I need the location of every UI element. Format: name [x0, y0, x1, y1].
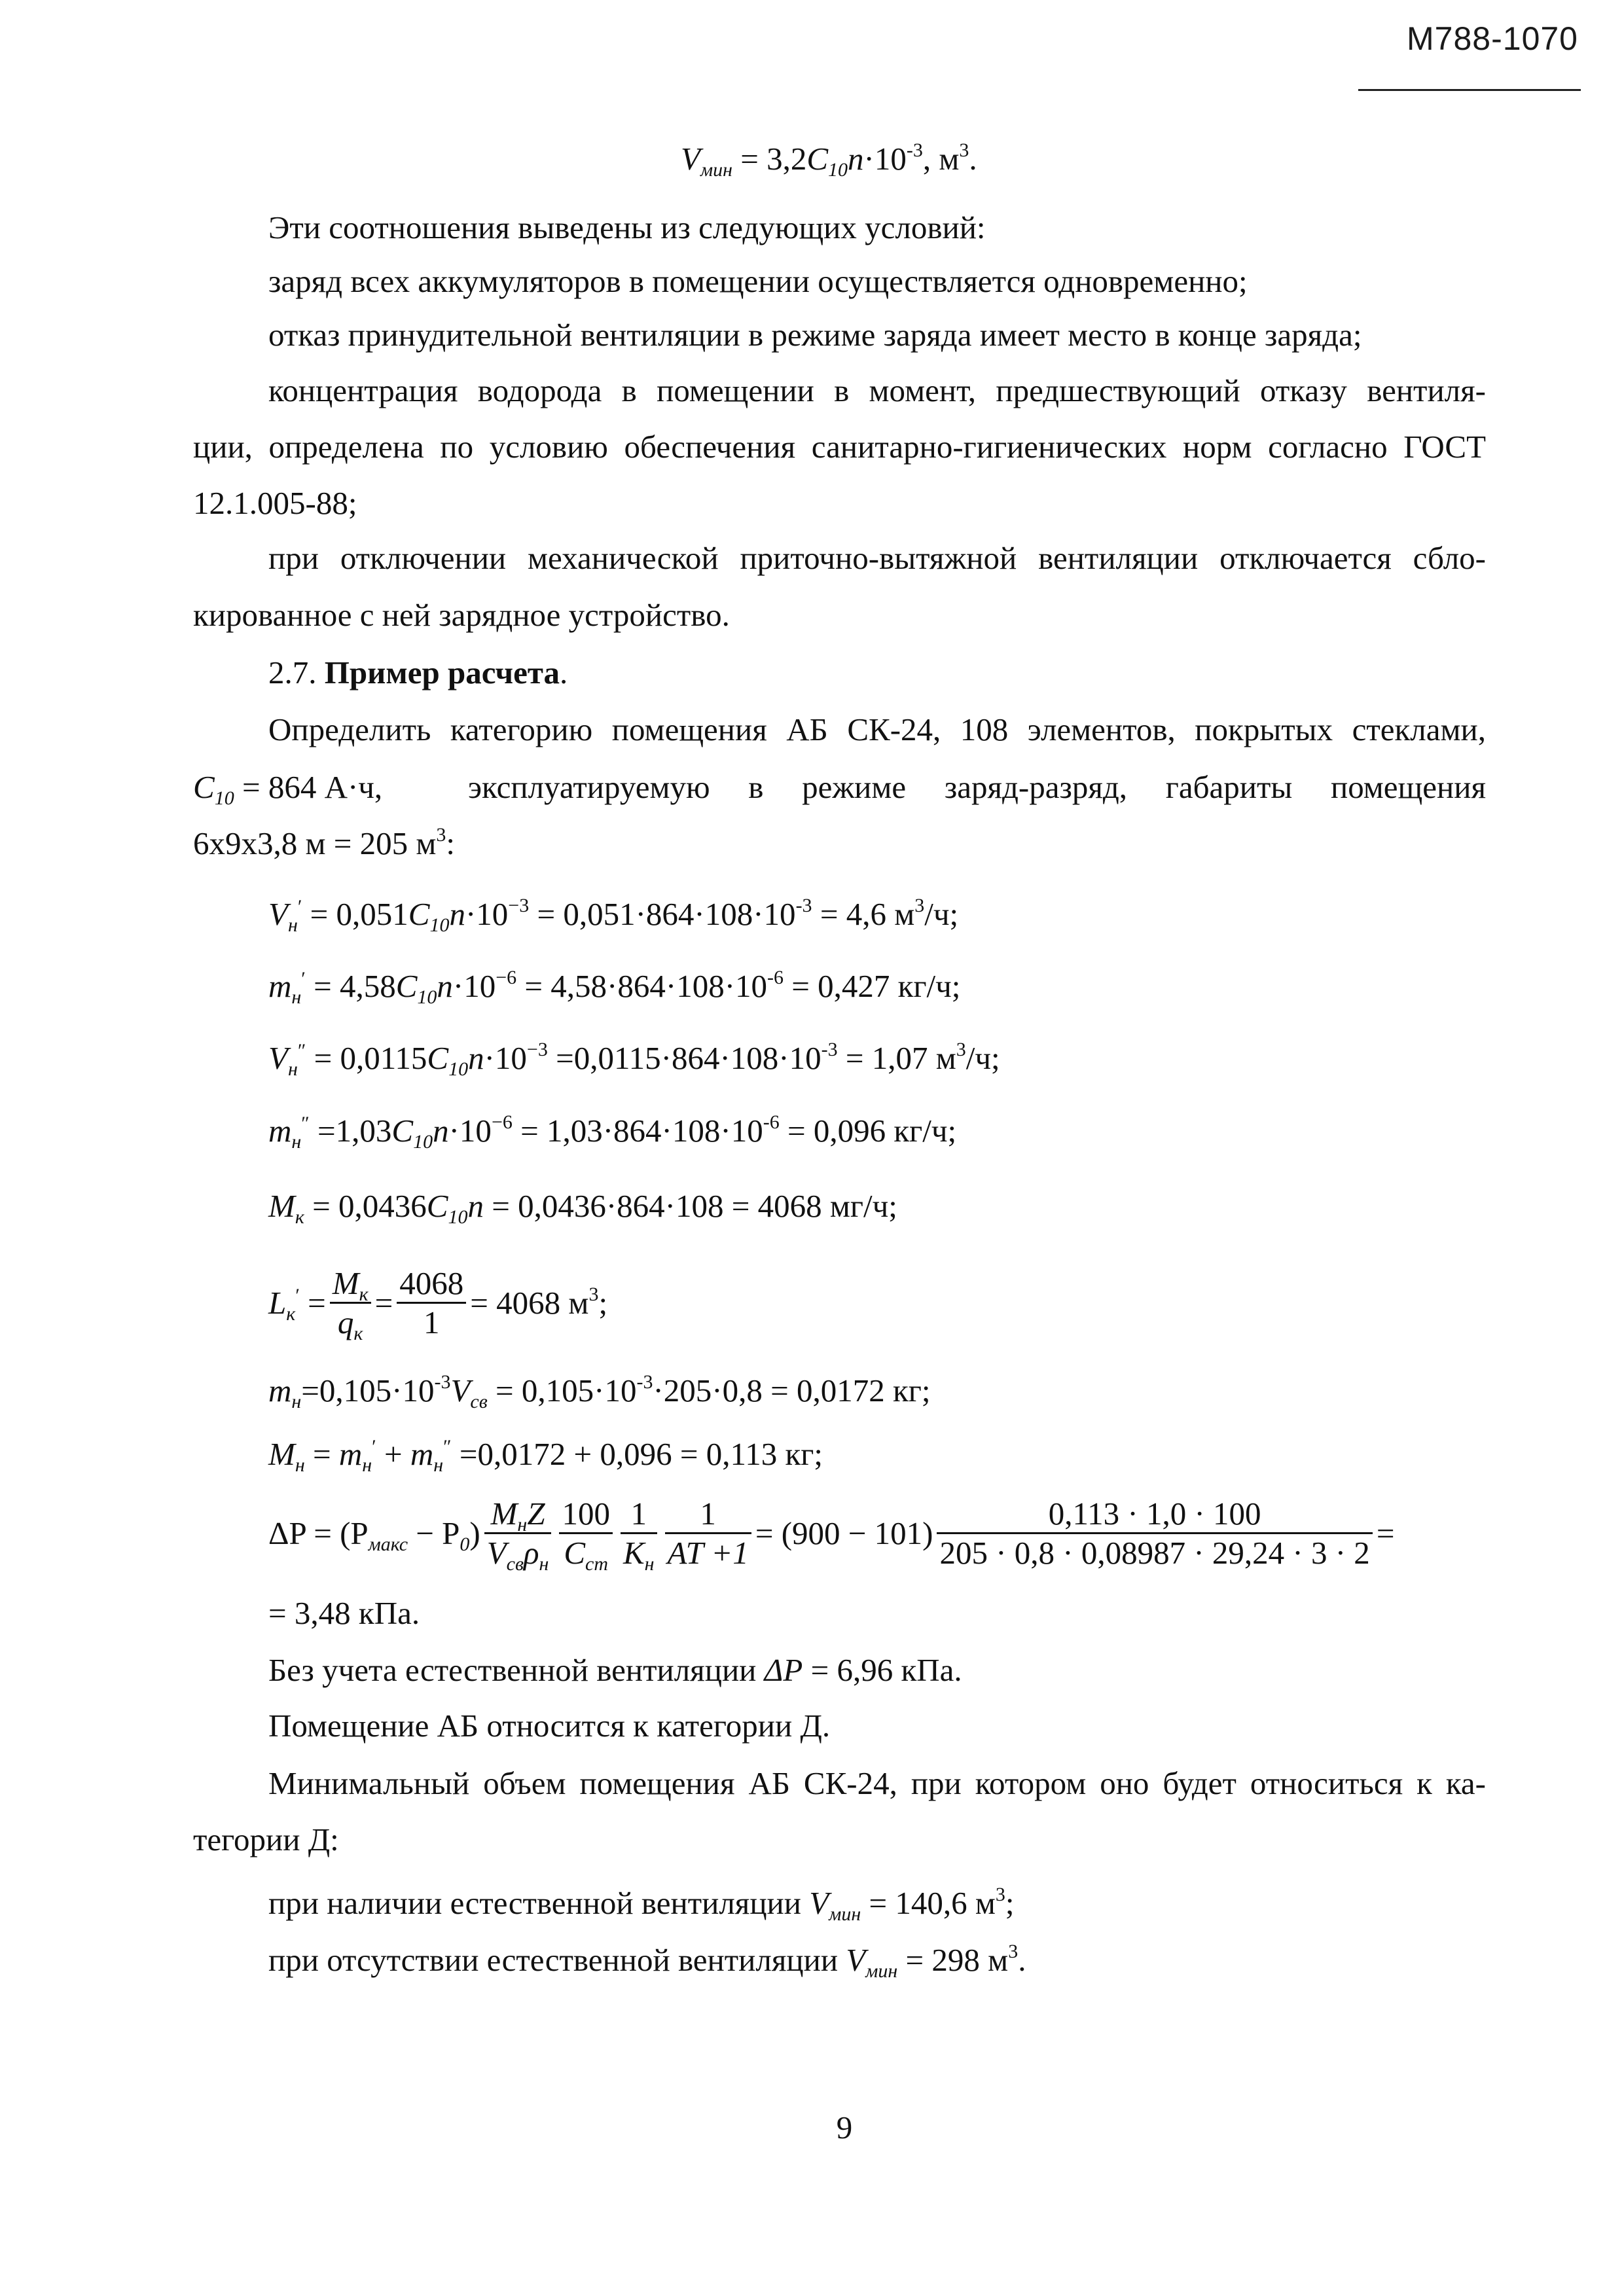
paragraph-task-line2: $C_{10} = 864$ А·ч, эксплуатируемую в режиме заряд-разряд, габариты помещения — [193, 769, 1486, 809]
paragraph-condition-1: заряд всех аккумуляторов в помещении осуществляется одновременно; — [268, 263, 1248, 299]
conclusion-min-volume-line2: тегории Д: — [193, 1821, 339, 1857]
paragraph-task-line1: Определить категорию помещения АБ СК-24, 108 элементов, покрытых стеклами, — [268, 711, 1486, 747]
fraction-1-over-at1: $\frac{1}{AT +1}$ — [665, 1498, 751, 1569]
formula-mn-prime: $m_н' = 4,58C_{10}n\cdot 10^{-6} = 4,58\cdot 864\cdot 108\cdot 10^{-6} = 0,427$ кг/ч; — [268, 967, 961, 1008]
fraction-4068-over-1: $\frac{4068}{1}$ — [397, 1267, 466, 1338]
paragraph-condition-4-line2: кированное с ней зарядное устройство. — [193, 597, 730, 633]
paragraph-condition-3-line1: концентрация водорода в помещении в момент, предшествующий отказу вентиля- — [268, 372, 1486, 408]
header-rule — [1358, 89, 1581, 91]
conclusion-without-natural-vent: при отсутствии естественной вентиляции $V_{мин} = 298$ $м^3$. — [268, 1941, 1026, 1982]
formula-vmin-top: $V_{мин} = 3,2C_{10}n\cdot 10^{-3}$, $м^3$. — [681, 139, 977, 181]
fraction-mnz: $\frac{M_нZ}{V_{св}\rho_н}$ — [484, 1498, 552, 1569]
section-heading: 2.7. Пример расчета. — [268, 655, 568, 691]
paragraph-conditions-intro: Эти соотношения выведены из следующих условий: — [268, 209, 986, 245]
formula-delta-p-result: = 3,48 кПа. — [268, 1595, 420, 1631]
formula-vn-double-prime: $V_н'' = 0,0115C_{10}n\cdot 10^{-3} =0,0115\cdot 864\cdot 108\cdot 10^{-3} = 1,07$ $м^3/ч$; — [268, 1039, 1000, 1080]
paragraph-condition-3-line2: ции, определена по условию обеспечения санитарно-гигиенических норм согласно ГОСТ — [193, 429, 1486, 465]
paragraph-condition-3-line3: 12.1.005-88; — [193, 485, 357, 521]
fraction-1-over-kn: $\frac{1}{K_н}$ — [621, 1498, 657, 1569]
paragraph-task-line3: 6х9х3,8 м = 205 $м^3$: — [193, 824, 456, 861]
conclusion-with-natural-vent: при наличии естественной вентиляции $V_{мин} = 140,6$ $м^3$; — [268, 1884, 1015, 1925]
fraction-100-over-cst: $\frac{100}{C_{ст}}$ — [559, 1498, 613, 1569]
formula-mn: $m_н=0,105\cdot 10^{-3}V_{св} = 0,105\cdot 10^{-3}\cdot 205\cdot 0,8 = 0,0172$ кг; — [268, 1371, 931, 1412]
fraction-mk-over-qk: $\frac{M_к}{q_к}$ — [330, 1267, 371, 1338]
conclusion-no-natural-vent: Без учета естественной вентиляции ΔP = 6,96 кПа. — [268, 1652, 962, 1688]
formula-lk-prime: $L_к'$ = $\frac{M_к}{q_к}$ = $\frac{4068}{1}$ = 4068 $м^3$; — [268, 1265, 608, 1344]
formula-mn-sum: $M_н = m_н' + m_н'' =0,0172 + 0,096 = 0,113$ кг; — [268, 1436, 823, 1476]
fraction-numeric: $\frac{0,113 \cdot 1,0 \cdot 100}{205 \cdot 0,8 \cdot 0,08987 \cdot 29,24 \cdot 3 \cdot 2}$ — [937, 1498, 1372, 1569]
formula-vn-prime: $V_н' = 0,051C_{10}n\cdot 10^{-3} = 0,051\cdot 864\cdot 108\cdot 10^{-3} = 4,6$ $м^3/ч$; — [268, 895, 959, 936]
formula-mk: $M_к = 0,0436C_{10}n = 0,0436\cdot 864\cdot 108 = 4068$ мг/ч; — [268, 1188, 897, 1228]
document-code: М788-1070 — [1407, 20, 1578, 57]
paragraph-condition-4-line1: при отключении механической приточно-вытяжной вентиляции отключается сбло- — [268, 540, 1486, 576]
conclusion-min-volume-line1: Минимальный объем помещения АБ СК-24, при котором оно будет относиться к ка- — [268, 1765, 1486, 1801]
paragraph-condition-2: отказ принудительной вентиляции в режиме заряда имеет место в конце заряда; — [268, 317, 1362, 353]
conclusion-category: Помещение АБ относится к категории Д. — [268, 1708, 831, 1744]
formula-mn-double-prime: $m_н'' =1,03C_{10}n\cdot 10^{-6} = 1,03\cdot 864\cdot 108\cdot 10^{-6} = 0,096$ кг/ч; — [268, 1111, 957, 1153]
formula-delta-p: $\Delta P = (P_{макс} - P_0)$ $\frac{M_нZ}{V_{св}\rho_н}$ $\frac{100}{C_{ст}}$ $\frac{1}{K_н}$ $\frac{1}{AT +1}$ = (900 − 101) $\frac{0,113 \cdot 1,0 \cdot 100}{205 \cdot 0,8 \cdot 0,08987 \cdot 29,24 \cdot 3 \cdot 2}$ = — [268, 1495, 1395, 1575]
page-number: 9 — [836, 2109, 853, 2145]
